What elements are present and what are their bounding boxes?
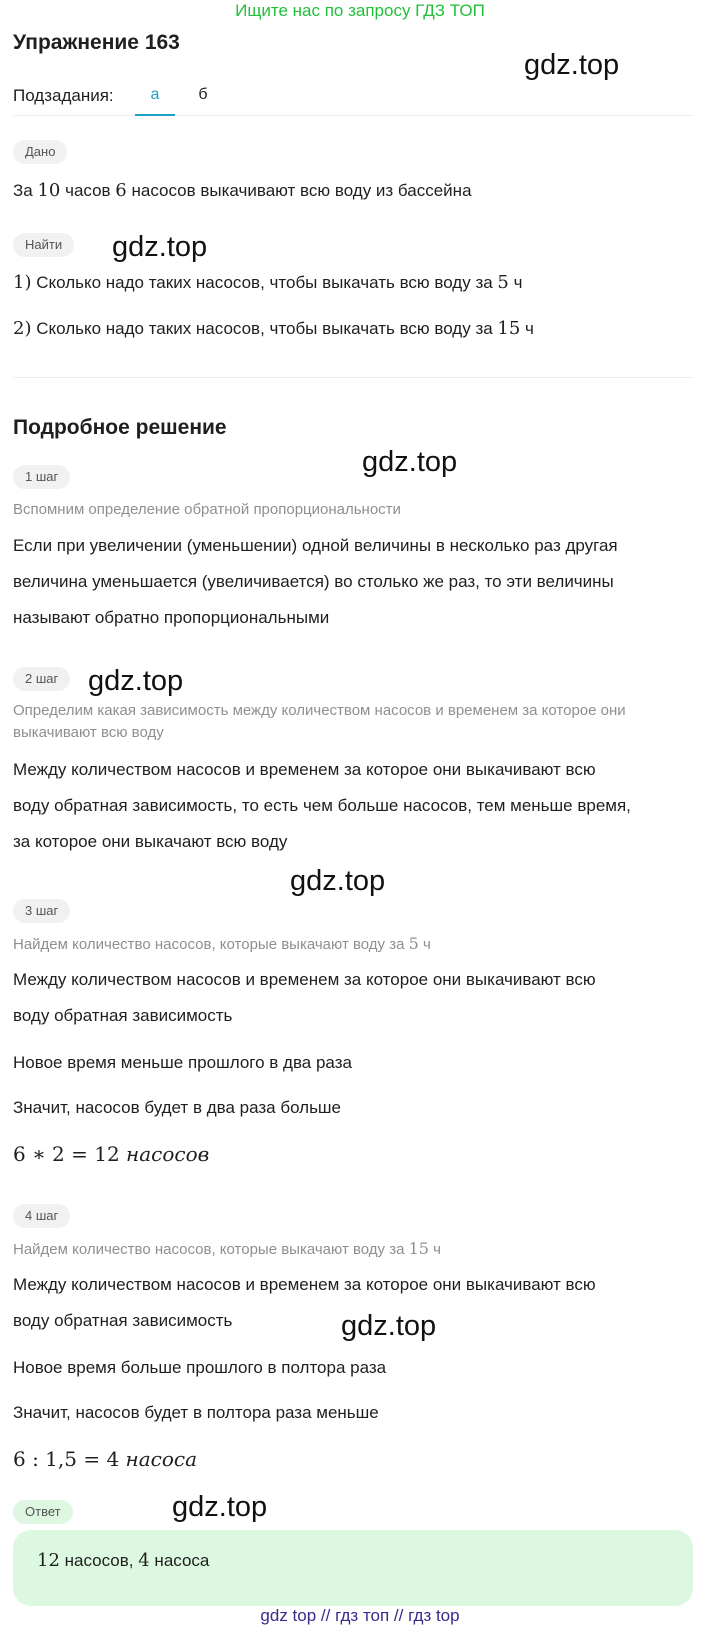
step-4-formula: 6 : 1,5 = 4 насоса [13,1447,198,1471]
step-2-chip: 2 шаг [13,667,70,691]
find-chip: Найти [13,233,74,257]
solution-title: Подробное решение [13,416,227,439]
page-title: Упражнение 163 [13,31,180,54]
tab-b[interactable]: б [198,86,208,103]
step-2-hint: выкачивают всю воду [13,724,164,741]
step-1-hint: Вспомним определение обратной пропорциональности [13,501,401,518]
step-1-line: называют обратно пропорциональными [13,608,330,627]
watermark: gdz.top [172,1491,268,1523]
subtasks-label: Подзадания: [13,86,114,105]
step-4-hint: Найдем количество насосов, которые выкачают воду за 15 ч [13,1239,441,1258]
step-4-line: воду обратная зависимость [13,1311,233,1330]
find-question-2: 2) Сколько надо таких насосов, чтобы выкачать всю воду за 15 ч [13,318,534,339]
step-3-line: воду обратная зависимость [13,1006,233,1025]
watermark: gdz.top [362,446,458,478]
subtasks-bar [13,80,693,116]
step-1-chip: 1 шаг [13,465,70,489]
step-1-line: величина уменьшается (увеличивается) во столько же раз, то эти величины [13,572,614,591]
step-3-formula: 6 ∗ 2 = 12 насосов [13,1142,210,1166]
answer-chip: Ответ [13,1500,73,1524]
given-text: За 10 часов 6 насосов выкачивают всю воду из бассейна [13,180,472,201]
step-4-line: Новое время больше прошлого в полтора раза [13,1358,387,1377]
watermark: gdz.top [524,49,620,81]
given-chip: Дано [13,140,67,164]
step-3-hint: Найдем количество насосов, которые выкачают воду за 5 ч [13,934,431,953]
step-4-line: Значит, насосов будет в полтора раза меньше [13,1403,379,1422]
footer-links[interactable]: gdz top // гдз топ // гдз top [260,1606,460,1625]
watermark: gdz.top [290,865,386,897]
tab-a[interactable]: а [135,86,175,116]
step-3-chip: 3 шаг [13,899,70,923]
divider [13,377,693,378]
top-banner: Ищите нас по запросу ГДЗ ТОП [235,1,485,20]
step-3-line: Значит, насосов будет в два раза больше [13,1098,342,1117]
step-3-line: Между количеством насосов и временем за которое они выкачивают всю [13,970,596,989]
step-4-chip: 4 шаг [13,1204,70,1228]
watermark: gdz.top [341,1310,437,1342]
find-question-1: 1) Сколько надо таких насосов, чтобы выкачать всю воду за 5 ч [13,272,523,293]
step-4-line: Между количеством насосов и временем за которое они выкачивают всю [13,1275,596,1294]
step-2-hint: Определим какая зависимость между количеством насосов и временем за которое они [13,702,626,719]
watermark: gdz.top [88,665,184,697]
step-3-line: Новое время меньше прошлого в два раза [13,1053,352,1072]
answer-box [13,1530,693,1606]
answer-text: 12 насосов, 4 насоса [37,1550,210,1571]
step-2-line: воду обратная зависимость, то есть чем больше насосов, тем меньше время, [13,796,631,815]
step-1-line: Если при увеличении (уменьшении) одной величины в несколько раз другая [13,536,618,555]
watermark: gdz.top [112,231,208,263]
step-2-line: за которое они выкачают всю воду [13,832,288,851]
step-2-line: Между количеством насосов и временем за которое они выкачивают всю [13,760,596,779]
